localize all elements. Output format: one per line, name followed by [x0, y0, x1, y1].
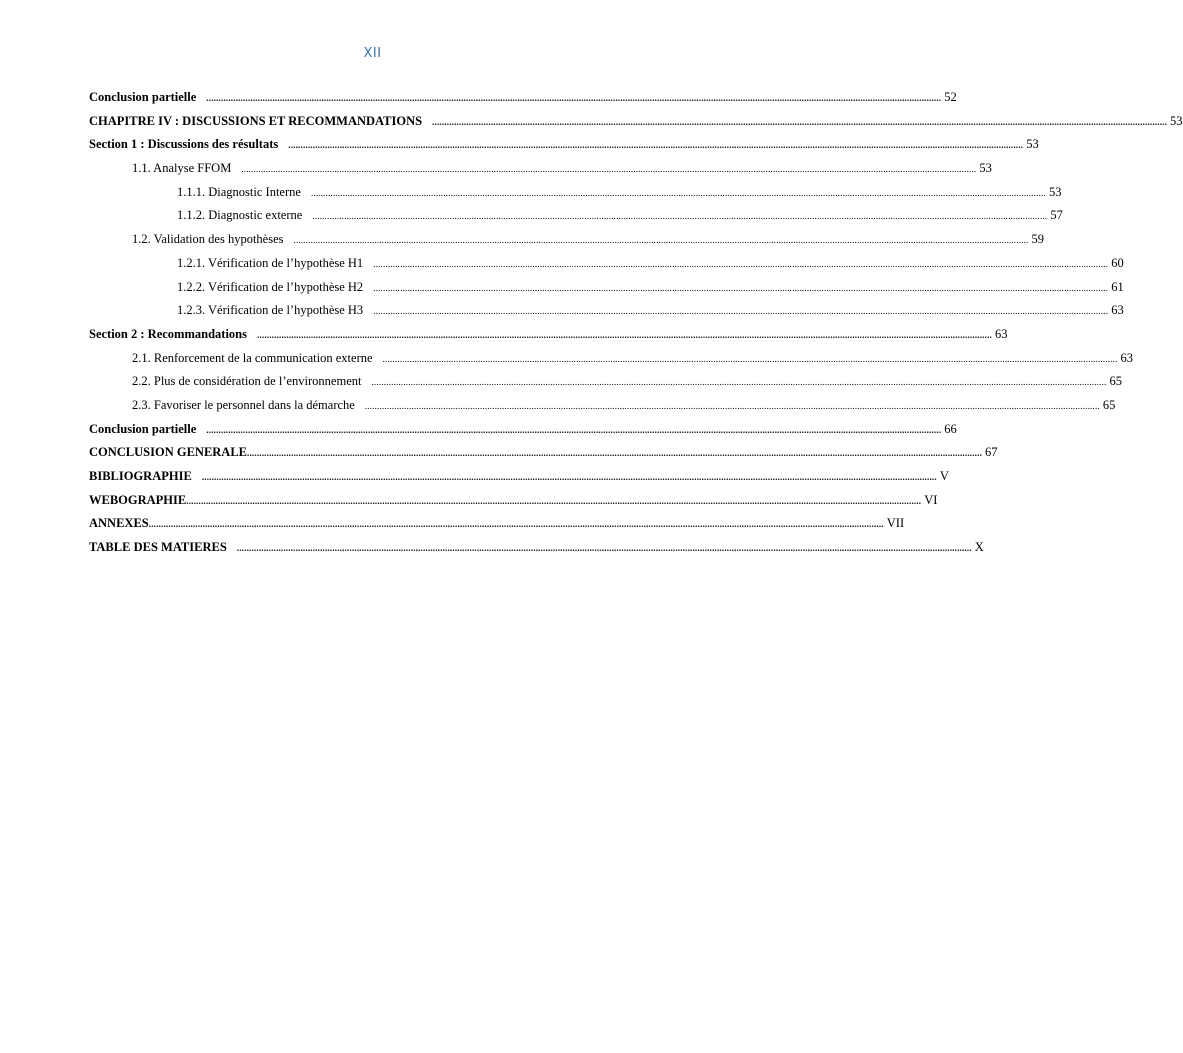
toc-entry-title: 1.1.1. Diagnostic Interne: [177, 184, 301, 199]
toc-entry-title: 1.1.2. Diagnostic externe: [177, 208, 303, 223]
toc-entry-title: 1.2.1. Vérification de l’hypothèse H1: [177, 255, 364, 270]
toc-entry-page: 63: [994, 326, 1008, 341]
toc-entry-title: Conclusion partielle: [89, 421, 197, 436]
toc-entry-title: 1.1. Analyse FFOM: [132, 161, 232, 176]
toc-entry-title: Conclusion partielle: [89, 90, 197, 104]
toc-entry-title: BIBLIOGRAPHIE: [89, 469, 192, 483]
toc-leader-dots: ............................................................................................................................................................................................................................................................................................................: [312, 211, 1048, 222]
toc-entry[interactable]: [89, 370, 1122, 394]
toc-entry[interactable]: [89, 418, 957, 442]
toc-leader-dots: ............................................................................................................................................................................................................................................................................................................: [206, 93, 942, 103]
toc-leader-dots: ............................................................................................................................................................................................................................................................................................................: [247, 448, 983, 459]
toc-leader-dots: ............................................................................................................................................................................................................................................................................................................: [186, 495, 922, 506]
toc-entry-page: 52: [944, 90, 957, 104]
toc-entry-page: VI: [924, 492, 938, 507]
toc-entry-title: 1.2. Validation des hypothèses: [132, 232, 284, 247]
toc-entry-page: X: [974, 540, 984, 555]
toc-entry-title: Section 2 : Recommandations: [89, 326, 247, 341]
toc-entry-title: CONCLUSION GENERALE: [89, 445, 248, 460]
toc-entry-title: 1.2.3. Vérification de l’hypothèse H3: [177, 303, 364, 318]
toc-entry-title: 1.2.2. Vérification de l’hypothèse H2: [177, 279, 364, 294]
toc-entry-title: WEBOGRAPHIE: [89, 492, 187, 507]
toc-entry-page: 63: [1120, 350, 1134, 365]
toc-leader-dots: ............................................................................................................................................................................................................................................................................................................: [373, 258, 1109, 269]
toc-entry[interactable]: [89, 323, 1008, 347]
toc-entry[interactable]: [89, 133, 1039, 157]
toc-entry[interactable]: [89, 347, 1134, 371]
toc-entry-page: 53: [979, 161, 992, 176]
toc-entry-title: 2.3. Favoriser le personnel dans la démarche: [132, 397, 355, 412]
toc-entry-title: TABLE DES MATIERES: [89, 540, 227, 555]
toc-entry-page: 57: [1050, 208, 1063, 223]
toc-entry-page: V: [939, 469, 949, 483]
toc-leader-dots: ............................................................................................................................................................................................................................................................................................................: [201, 472, 937, 482]
toc-entry-page: 65: [1109, 374, 1122, 389]
table-of-contents: [89, 86, 1183, 560]
toc-entry-page: 53: [1026, 137, 1039, 152]
toc-entry[interactable]: [89, 512, 905, 536]
toc-entry-page: 67: [985, 445, 998, 460]
toc-entry[interactable]: [89, 299, 1124, 323]
toc-entry[interactable]: [89, 204, 1063, 228]
toc-leader-dots: ............................................................................................................................................................................................................................................................................................................: [206, 424, 942, 435]
toc-entry[interactable]: [89, 489, 938, 513]
toc-entry[interactable]: [89, 441, 998, 465]
toc-leader-dots: ............................................................................................................................................................................................................................................................................................................: [373, 282, 1109, 293]
toc-leader-dots: ............................................................................................................................................................................................................................................................................................................: [371, 377, 1107, 388]
toc-leader-dots: ............................................................................................................................................................................................................................................................................................................: [288, 140, 1024, 151]
page-number: XII: [363, 46, 382, 61]
toc-entry-page: 59: [1031, 232, 1044, 247]
toc-leader-dots: ............................................................................................................................................................................................................................................................................................................: [310, 187, 1046, 198]
toc-entry-page: 61: [1111, 279, 1124, 294]
toc-entry-page: 65: [1102, 397, 1116, 412]
toc-entry-title: ANNEXES: [89, 516, 149, 531]
toc-entry-title: 2.2. Plus de considération de l’environnement: [132, 374, 362, 389]
toc-entry[interactable]: [89, 536, 984, 560]
toc-entry-page: 60: [1111, 255, 1124, 270]
toc-entry-page: 53: [1048, 184, 1062, 199]
toc-entry[interactable]: [89, 228, 1044, 252]
toc-entry[interactable]: [89, 276, 1124, 300]
toc-entry[interactable]: [89, 110, 1183, 134]
toc-entry-page: VII: [886, 516, 905, 531]
toc-leader-dots: ............................................................................................................................................................................................................................................................................................................: [236, 543, 972, 554]
toc-entry-title: Section 1 : Discussions des résultats: [89, 137, 279, 152]
toc-leader-dots: ............................................................................................................................................................................................................................................................................................................: [293, 235, 1029, 246]
toc-leader-dots: ............................................................................................................................................................................................................................................................................................................: [373, 306, 1109, 317]
toc-entry-page: 63: [1111, 303, 1124, 318]
toc-entry[interactable]: [89, 465, 949, 489]
toc-entry-title: CHAPITRE IV : DISCUSSIONS ET RECOMMANDATIONS: [89, 113, 423, 128]
toc-entry[interactable]: [89, 181, 1062, 205]
toc-leader-dots: ............................................................................................................................................................................................................................................................................................................: [256, 329, 992, 340]
toc-entry[interactable]: [89, 394, 1116, 418]
toc-leader-dots: ............................................................................................................................................................................................................................................................................................................: [382, 353, 1118, 364]
toc-leader-dots: ............................................................................................................................................................................................................................................................................................................: [241, 164, 977, 175]
toc-entry[interactable]: [89, 86, 957, 110]
toc-leader-dots: ............................................................................................................................................................................................................................................................................................................: [432, 116, 1168, 127]
toc-leader-dots: ............................................................................................................................................................................................................................................................................................................: [364, 400, 1100, 411]
toc-entry[interactable]: [89, 157, 992, 181]
toc-entry[interactable]: [89, 252, 1124, 276]
toc-leader-dots: ............................................................................................................................................................................................................................................................................................................: [148, 519, 884, 530]
toc-entry-page: 53: [1170, 113, 1183, 128]
toc-entry-page: 66: [944, 421, 957, 436]
toc-entry-title: 2.1. Renforcement de la communication externe: [132, 350, 373, 365]
